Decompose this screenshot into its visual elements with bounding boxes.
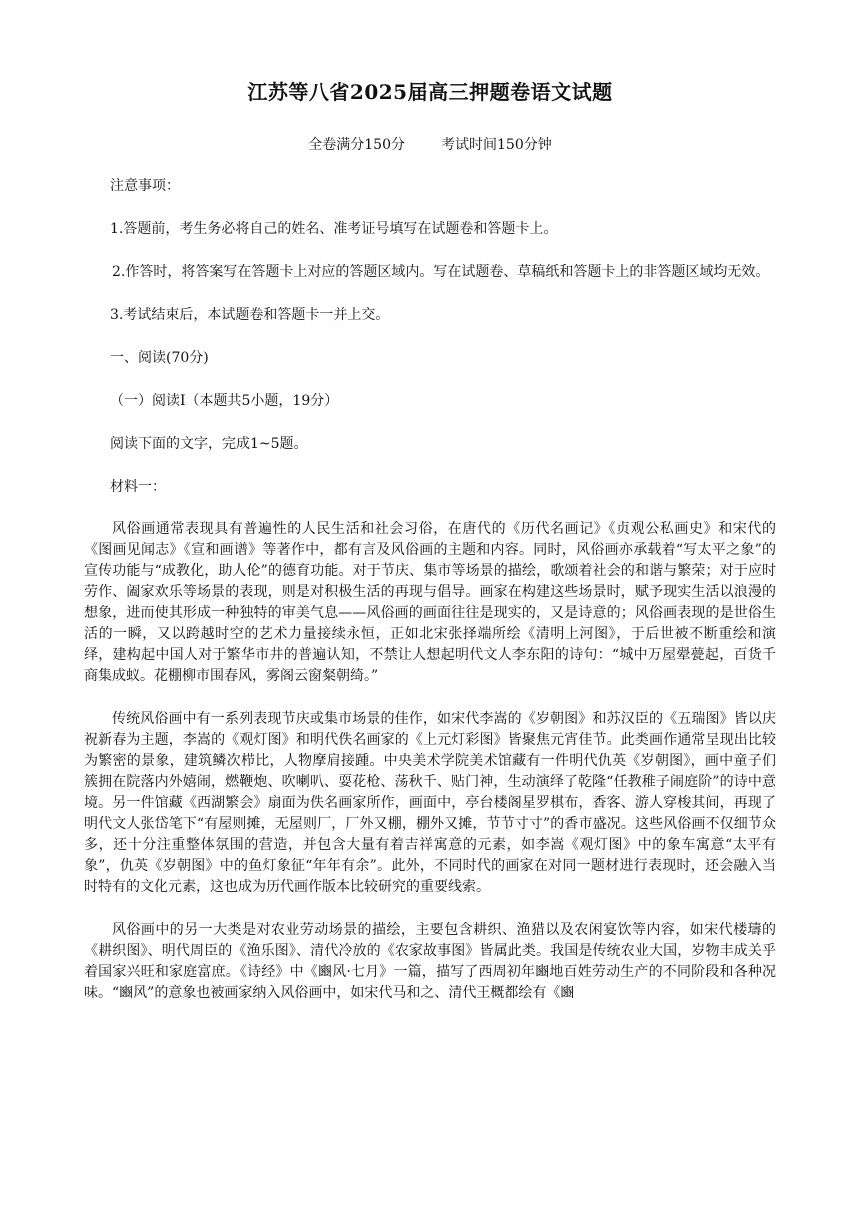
material-paragraph-2: 传统风俗画中有一系列表现节庆或集市场景的佳作，如宋代李嵩的《岁朝图》和苏汉臣的《五瑞图》皆以庆祝新春为主题，李嵩的《观灯图》和明代佚名画家的《上元灯彩图》皆聚焦元宵佳节。此类画作通常呈现出比较为繁密的景象，建筑鳞次栉比，人物摩肩接踵。中央美术学院美术馆藏有一件明代仇英《岁朝图》，画中童子们簇拥在院落内外嬉闹，燃鞭炮、吹喇叭、耍花枪、荡秋千、贴门神，生动演绎了乾隆“任教稚子闹庭阶”的诗中意境。另一件馆藏《西湖繁会》扇面为佚名画家所作，画面中，亭台楼阁星罗棋布，香客、游人穿梭其间，再现了明代文人张岱笔下“有屋则摊，无屋则厂，厂外又棚，棚外又摊，节节寸寸”的香市盛况。这些风俗画不仅细节众多，还十分注重整体氛围的营造，并包含大量有着吉祥寓意的元素，如李嵩《观灯图》中的象车寓意“太平有象”，仇英《岁朝图》中的鱼灯象征“年年有余”。此外，不同时代的画家在对同一题材进行表现时，还会融入当时特有的文化元素，这也成为历代画作版本比较研究的重要线索。 — [84, 711, 776, 895]
exam-title: 江苏等八省2025届高三押题卷语文试题 — [247, 80, 613, 104]
material-paragraph-1: 风俗画通常表现具有普遍性的人民生活和社会习俗，在唐代的《历代名画记》《贞观公私画史》和宋代的《图画见闻志》《宣和画谱》等著作中，都有言及风俗画的主题和内容。同时，风俗画亦承载着“写太平之象”的宣传功能与“成教化，助人伦”的德育功能。对于节庆、集市等场景的描绘，歌颂着社会的和谐与繁荣；对于应时劳作、阖家欢乐等场景的表现，则是对积极生活的再现与倡导。画家在构建这些场景时，赋予现实生活以浪漫的想象，进而使其形成一种独特的审美气息——风俗画的画面往往是现实的，又是诗意的；风俗画表现的是世俗生活的一瞬，又以跨越时空的艺术力量接续永恒，正如北宋张择端所绘《清明上河图》，于后世被不断重绘和演绎，建构起中国人对于繁华市井的普遍认知，不禁让人想起明代文人李东阳的诗句：“城中万屋翚甍起，百货千商集成蚁。花棚柳市围春风，雾阁云窗粲朝绮。” — [84, 521, 776, 684]
reading-instruction: 阅读下面的文字，完成1~5题。 — [110, 436, 308, 452]
section-subheading: （一）阅读Ⅰ（本题共5小题，19分） — [110, 393, 339, 409]
total-score: 全卷满分150分 — [308, 137, 405, 153]
notice-item-1: 1.答题前，考生务必将自己的姓名、准考证号填写在试题卷和答题卡上。 — [110, 221, 558, 237]
notice-item-2: 2.作答时，将答案写在答题卡上对应的答题区域内。写在试题卷、草稿纸和答题卡上的非答题区域均无效。 — [112, 264, 770, 280]
material-label: 材料一： — [110, 479, 166, 495]
notice-item-3: 3.考试结束后，本试题卷和答题卡一并上交。 — [110, 307, 390, 323]
notice-heading: 注意事项： — [110, 178, 180, 194]
exam-time: 考试时间150分钟 — [441, 137, 552, 153]
section-heading: 一、阅读(70分) — [110, 350, 209, 366]
exam-body — [84, 176, 776, 1004]
exam-info — [0, 134, 860, 154]
material-paragraph-3: 风俗画中的另一大类是对农业劳动场景的描绘，主要包含耕织、渔猎以及农闲宴饮等内容，如宋代楼璹的《耕织图》、明代周臣的《渔乐图》、清代冷放的《农家故事图》皆属此类。我国是传统农业大国，岁物丰成关乎着国家兴旺和家庭富庶。《诗经》中《豳风·七月》一篇，描写了西周初年豳地百姓劳动生产的不同阶段和各种况味。“豳风”的意象也被画家纳入风俗画中，如宋代马和之、清代王概都绘有《豳 — [84, 922, 776, 1001]
